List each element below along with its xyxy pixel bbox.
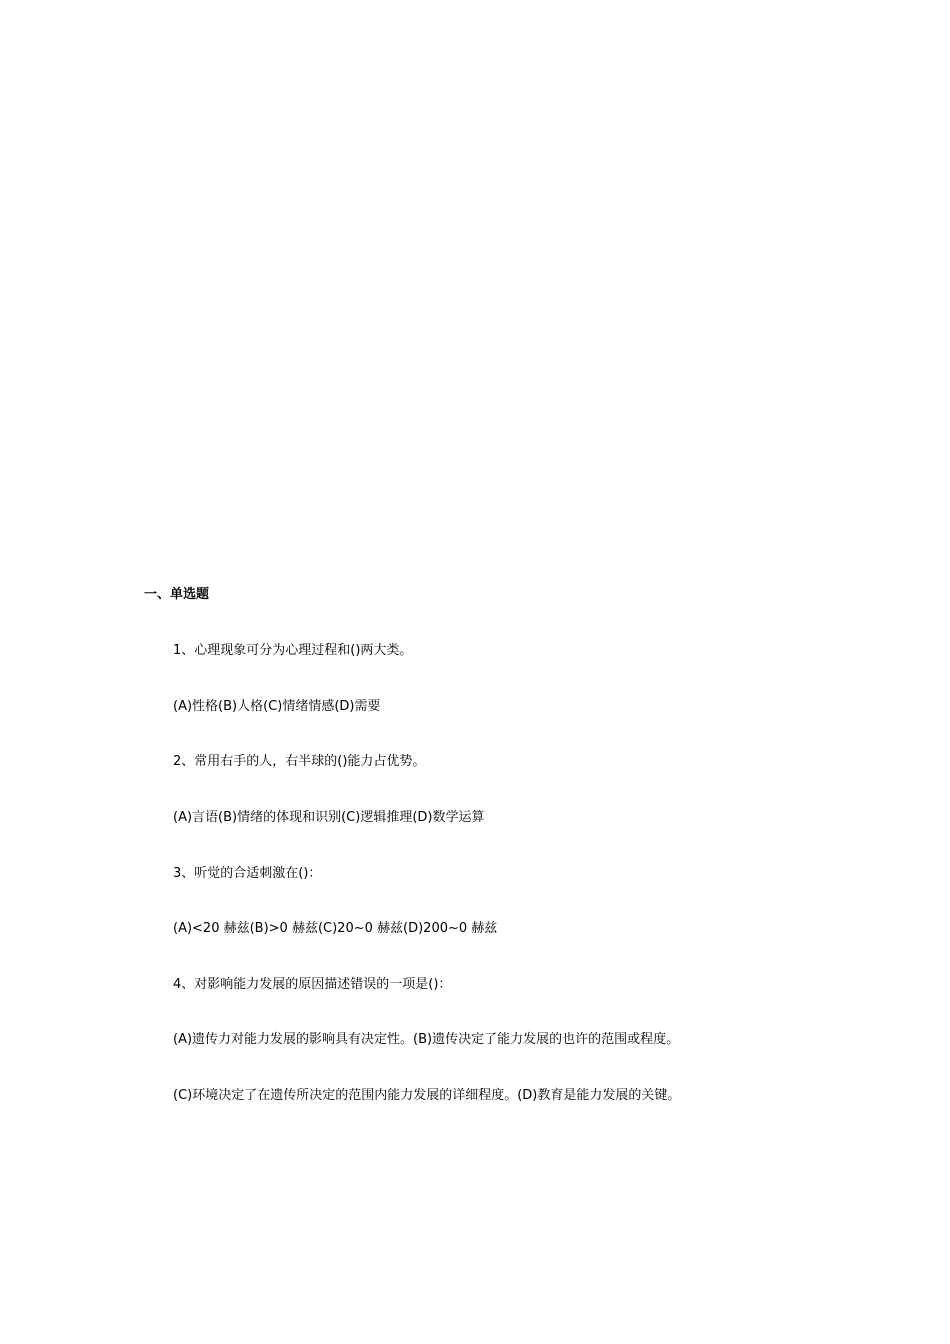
- question-4-options-ab: (A)遗传力对能力发展的影响具有决定性。(B)遗传决定了能力发展的也许的范围或程度。: [173, 1032, 680, 1047]
- question-4-text: 4、对影响能力发展的原因描述错误的一项是()：: [173, 977, 452, 992]
- question-3-options: (A)<20 赫兹(B)>0 赫兹(C)20~0 赫兹(D)200~0 赫兹: [173, 921, 498, 936]
- question-2-text: 2、常用右手的人，右半球的()能力占优势。: [173, 754, 426, 769]
- question-2-options: (A)言语(B)情绪的体现和识别(C)逻辑推理(D)数学运算: [173, 810, 485, 825]
- question-1-text: 1、心理现象可分为心理过程和()两大类。: [173, 643, 413, 658]
- question-3-text: 3、听觉的合适刺激在()：: [173, 866, 322, 881]
- question-4-options-cd: (C)环境决定了在遗传所决定的范围内能力发展的详细程度。(D)教育是能力发展的关键。: [173, 1088, 681, 1103]
- section-title: 一、单选题: [144, 587, 210, 602]
- question-1-options: (A)性格(B)人格(C)情绪情感(D)需要: [173, 699, 381, 714]
